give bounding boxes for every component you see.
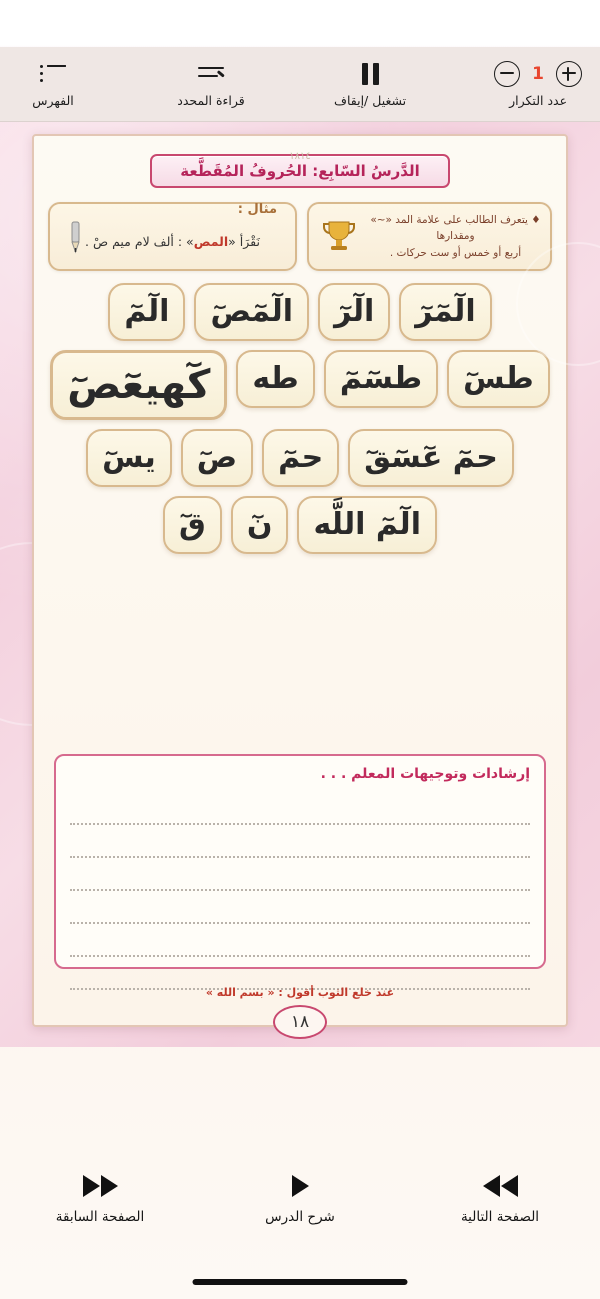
example-text — [60, 234, 285, 249]
example-box — [48, 202, 297, 271]
list-icon — [40, 61, 66, 87]
notes-line — [70, 858, 530, 891]
info-row — [44, 202, 556, 271]
index-button[interactable] — [18, 61, 88, 108]
card-row-3 — [44, 429, 556, 487]
repeat-counter — [494, 61, 582, 108]
letter-card-selected[interactable]: كٓهيعٓصٓ — [50, 350, 227, 420]
letter-card[interactable]: صٓ — [181, 429, 253, 487]
teacher-notes — [54, 754, 546, 969]
play-pause-button[interactable] — [334, 61, 406, 108]
play-pause-label: تشغيل /إيقاف — [334, 92, 407, 108]
teacher-notes-title: إرشادات وتوجيهات المعلم . . . — [320, 766, 530, 782]
read-selection-icon — [198, 61, 224, 87]
explain-lesson-label: شرح الدرس — [265, 1209, 335, 1225]
read-selected-label: قراءة المحدد — [177, 92, 245, 108]
example-text-prefix: نَقْرَأ « — [228, 234, 260, 249]
index-button-label: الفهرس — [32, 92, 74, 108]
teacher-notes-lines — [70, 792, 530, 990]
card-row-4 — [44, 496, 556, 554]
bottom-nav — [0, 1047, 600, 1299]
fast-forward-icon — [83, 1175, 118, 1197]
letter-card[interactable]: طسٓ — [447, 350, 550, 408]
book-page-viewport[interactable] — [0, 122, 600, 1047]
notes-line — [70, 792, 530, 825]
read-selected-button[interactable] — [176, 61, 246, 108]
repeat-count-value: 1 — [532, 63, 544, 84]
pen-icon — [60, 220, 90, 254]
notes-line — [70, 891, 530, 924]
home-indicator[interactable] — [193, 1279, 408, 1285]
goal-line-1: ♦ يتعرف الطالب على علامة المد «~» ومقدارها — [370, 214, 541, 243]
example-text-suffix: » : ألف لام ميم صْ . — [85, 234, 194, 249]
book-sheet — [32, 134, 568, 1032]
letter-card[interactable]: يسٓ — [86, 429, 172, 487]
letter-card[interactable]: طه — [236, 350, 314, 408]
page-code: ١٨١٤ — [289, 151, 311, 162]
next-page-label: الصفحة التالية — [460, 1209, 540, 1225]
pause-icon — [359, 61, 381, 87]
example-text-highlight: المص — [193, 234, 229, 249]
letter-card[interactable]: الٓمٓ — [108, 283, 185, 341]
letter-card[interactable]: الٓمٓصٓ — [194, 283, 309, 341]
example-label: مثال : — [237, 202, 277, 217]
letter-card[interactable]: قٓ — [163, 496, 222, 554]
top-toolbar — [0, 47, 600, 122]
letter-card[interactable]: الٓمٓ اللَّه — [297, 496, 437, 554]
play-icon — [292, 1175, 309, 1197]
card-row-1 — [44, 283, 556, 341]
goal-text — [367, 212, 544, 261]
goal-line-2: أربع أو خمس أو ست حركات . — [389, 246, 522, 259]
letter-card[interactable]: الٓمٓرٓ — [399, 283, 491, 341]
page-footer-note: عند خلع الثوب أقول : « بسم الله » — [205, 986, 395, 999]
letter-card[interactable]: نٓ — [231, 496, 289, 554]
letter-card[interactable]: طسٓمٓ — [324, 350, 438, 408]
goal-box — [307, 202, 552, 271]
notes-line — [70, 924, 530, 957]
trophy-icon — [319, 216, 359, 256]
letter-card[interactable]: حمٓ — [262, 429, 339, 487]
repeat-counter-label: عدد التكرار — [509, 92, 568, 108]
card-row-2 — [44, 350, 556, 420]
rewind-icon — [483, 1175, 518, 1197]
lesson-title: الدَّرسُ السّابِع: الحُروفُ المُقَطَّعة — [150, 154, 450, 188]
letter-cards — [44, 283, 556, 554]
plus-circle-icon[interactable] — [556, 61, 582, 87]
minus-circle-icon[interactable] — [494, 61, 520, 87]
previous-page-label: الصفحة السابقة — [55, 1209, 145, 1225]
page-number: ١٨ — [273, 1005, 327, 1039]
next-page-button[interactable] — [425, 1175, 575, 1225]
notes-line — [70, 825, 530, 858]
explain-lesson-button[interactable] — [225, 1175, 375, 1225]
previous-page-button[interactable] — [25, 1175, 175, 1225]
letter-card[interactable]: حمٓ عٓسٓقٓ — [348, 429, 514, 487]
letter-card[interactable]: الٓرٓ — [318, 283, 390, 341]
